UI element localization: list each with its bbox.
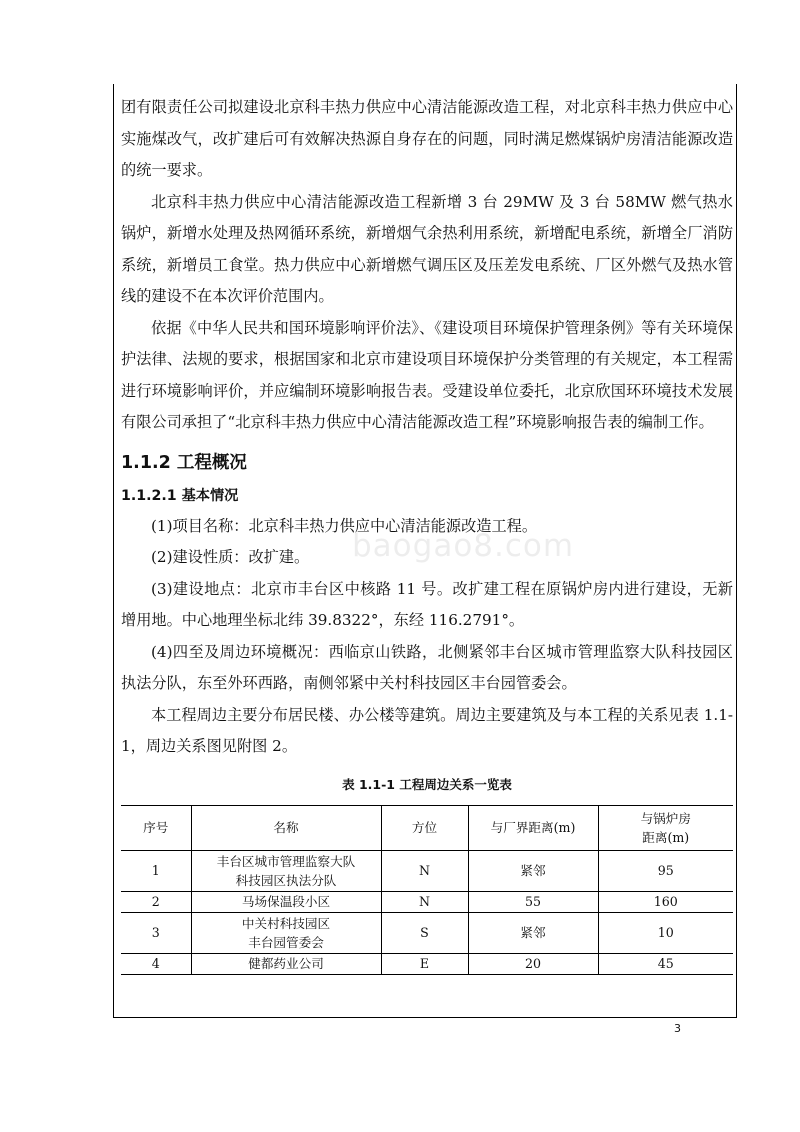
table-caption: 表 1.1-1 工程周边关系一览表 xyxy=(342,776,512,792)
cell-distance-boiler: 45 xyxy=(598,953,733,974)
cell-index: 1 xyxy=(121,850,191,891)
cell-distance-boiler: 160 xyxy=(598,891,733,912)
cell-name: 丰台区城市管理监察大队 科技园区执法分队 xyxy=(191,850,381,891)
paragraph-legal-basis: 依据《中华人民共和国环境影响评价法》、《建设项目环境保护管理条例》等有关环境保护法律、法规的要求，根据国家和北京市建设项目环境保护分类管理的有关规定，本工程需进行环境影响评价，并应编制环境影响报告表。受建设单位委托，北京欣国环环境技术发展有限公司承担了“北京科丰热力供应中心清洁能源改造工程”环境影响报告表的编制工作。 xyxy=(121,318,733,431)
cell-distance-boiler: 10 xyxy=(598,912,733,953)
paragraph-project-scope: 北京科丰热力供应中心清洁能源改造工程新增 3 台 29MW 及 3 台 58MW 燃气热水锅炉，新增水处理及热网循环系统，新增烟气余热利用系统，新增配电系统，新增全厂消防系统，新增员工食堂。热力供应中心新增燃气调压区及压差发电系统、厂区外燃气及热水管线的建设不在本次评价范围内。 xyxy=(121,192,733,305)
item-location: (3)建设地点：北京市丰台区中核路 11 号。改扩建工程在原锅炉房内进行建设，无新增用地。中心地理坐标北纬 39.8322°，东经 116.2791°。 xyxy=(121,579,733,629)
item-project-name: (1)项目名称：北京科丰热力供应中心清洁能源改造工程。 xyxy=(151,516,538,535)
header-distance-boundary: 与厂界距离(m) xyxy=(468,805,598,850)
paragraph-table-reference: 本工程周边主要分布居民楼、办公楼等建筑。周边主要建筑及与本工程的关系见表 1.1-1，周边关系图见附图 2。 xyxy=(121,705,733,755)
cell-direction: N xyxy=(381,891,468,912)
cell-distance-boundary: 20 xyxy=(468,953,598,974)
document-body xyxy=(121,92,733,975)
cell-distance-boiler: 95 xyxy=(598,850,733,891)
header-direction: 方位 xyxy=(381,805,468,850)
section-heading: 1.1.2 工程概况 xyxy=(121,452,247,473)
table-row xyxy=(121,850,733,891)
cell-index: 4 xyxy=(121,953,191,974)
item-surroundings: (4)四至及周边环境概况：西临京山铁路，北侧紧邻丰台区城市管理监察大队科技园区执法分队，东至外环西路，南侧邻紧中关村科技园区丰台园管委会。 xyxy=(121,642,733,692)
cell-name: 中关村科技园区 丰台园管委会 xyxy=(191,912,381,953)
watermark: baogao8.com xyxy=(352,528,575,564)
cell-index: 3 xyxy=(121,912,191,953)
cell-index: 2 xyxy=(121,891,191,912)
cell-name: 健都药业公司 xyxy=(191,953,381,974)
cell-distance-boundary: 55 xyxy=(468,891,598,912)
surroundings-table xyxy=(121,805,733,975)
page-number: 3 xyxy=(674,1022,681,1035)
table-row xyxy=(121,891,733,912)
cell-distance-boundary: 紧邻 xyxy=(468,850,598,891)
header-distance-boiler: 与锅炉房 距离(m) xyxy=(598,805,733,850)
paragraph-continuation: 团有限责任公司拟建设北京科丰热力供应中心清洁能源改造工程，对北京科丰热力供应中心实施煤改气，改扩建后可有效解决热源自身存在的问题，同时满足燃煤锅炉房清洁能源改造的统一要求。 xyxy=(121,98,733,179)
header-index: 序号 xyxy=(121,805,191,850)
cell-direction: E xyxy=(381,953,468,974)
item-construction-type: (2)建设性质：改扩建。 xyxy=(151,548,310,566)
table-row xyxy=(121,953,733,974)
table-header-row xyxy=(121,805,733,850)
cell-direction: N xyxy=(381,850,468,891)
cell-distance-boundary: 紧邻 xyxy=(468,912,598,953)
cell-direction: S xyxy=(381,912,468,953)
header-name: 名称 xyxy=(191,805,381,850)
cell-name: 马场保温段小区 xyxy=(191,891,381,912)
table-row xyxy=(121,912,733,953)
subsection-heading: 1.1.2.1 基本情况 xyxy=(121,487,239,504)
